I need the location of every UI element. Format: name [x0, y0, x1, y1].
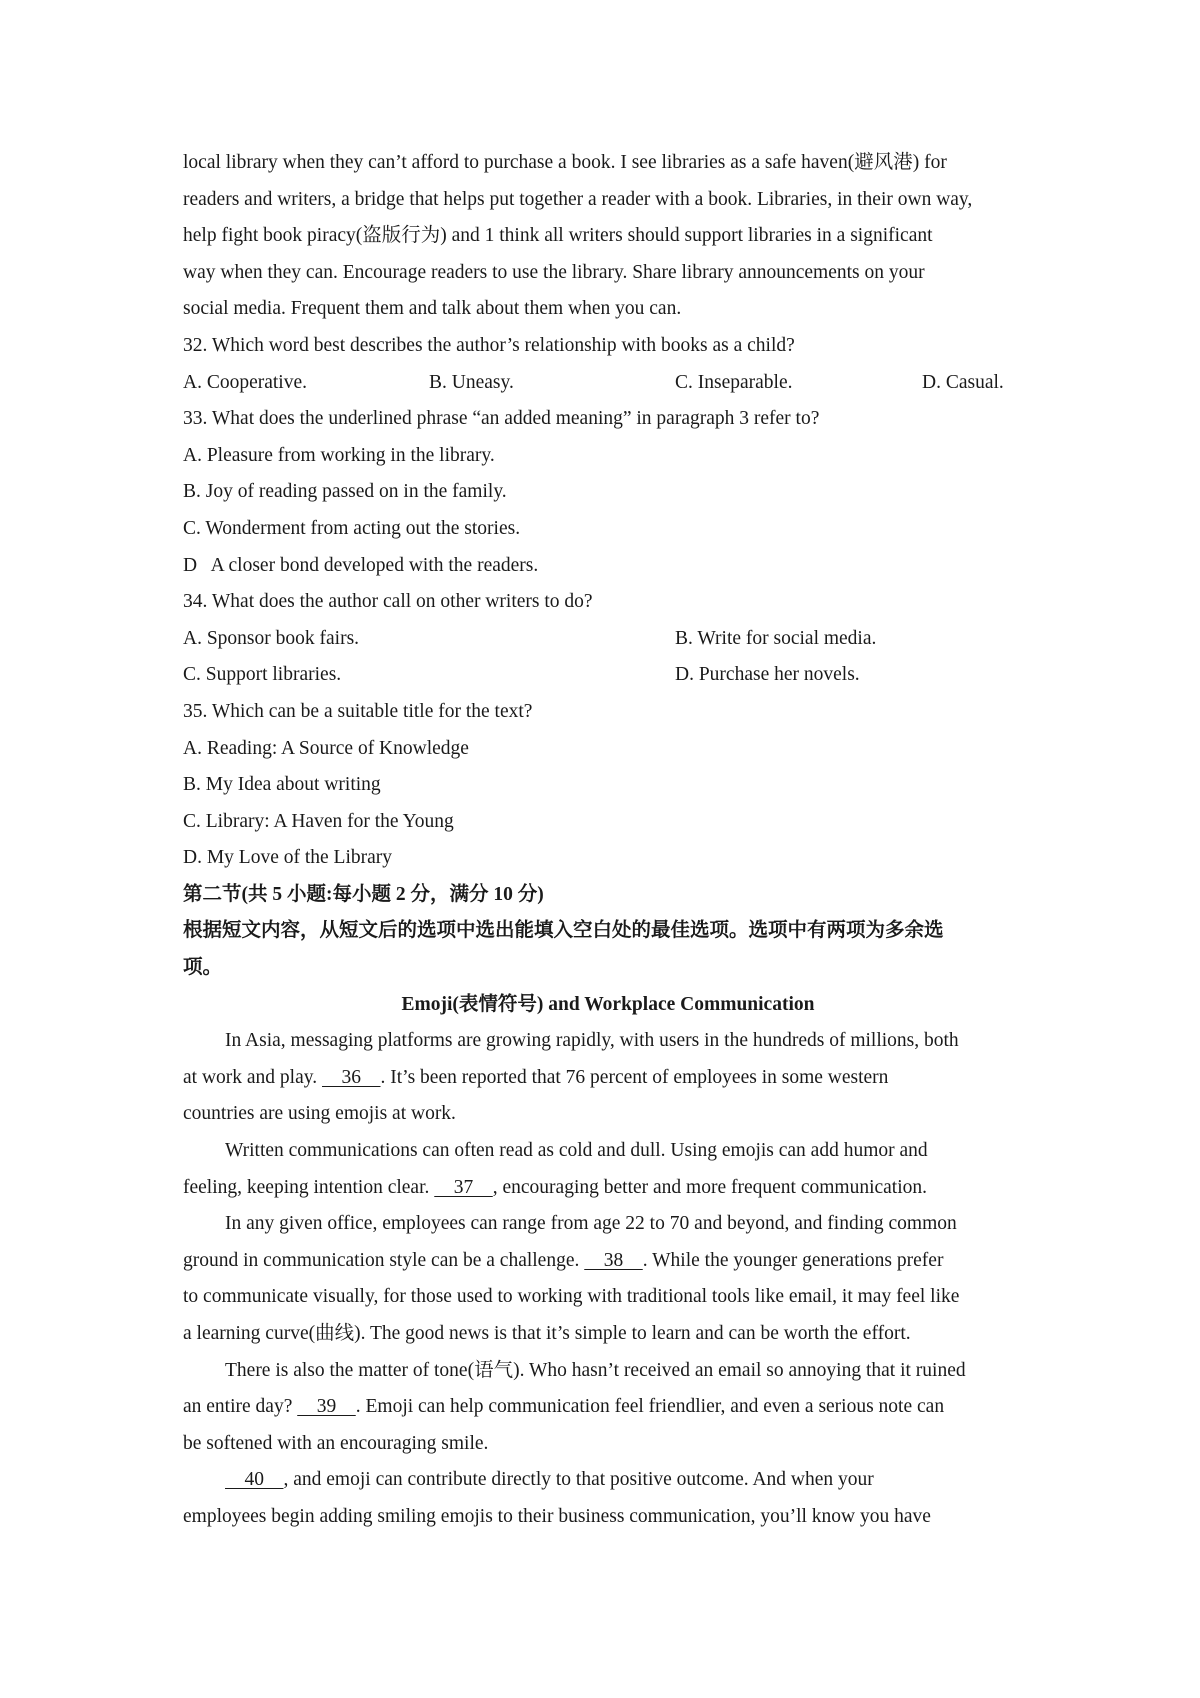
blank-38: 38 — [584, 1249, 643, 1271]
article-line: countries are using emojis at work. — [183, 1103, 456, 1125]
text-run: , encouraging better and more frequent communication. — [492, 1176, 928, 1198]
article-line: employees begin adding smiling emojis to their business communication, you’ll know you have — [183, 1505, 931, 1527]
article-title: Emoji(表情符号) and Workplace Communication — [401, 993, 815, 1015]
option-b: B. My Idea about writing — [183, 774, 381, 796]
article-line: There is also the matter of tone(语气). Who hasn’t received an email so annoying that it ruined — [225, 1359, 966, 1381]
passage-line: help fight book piracy(盗版行为) and 1 think all writers should support libraries in a significant — [183, 225, 933, 247]
text-run: ground in communication style can be a challenge. — [183, 1249, 585, 1271]
option-d: D. Casual. — [922, 371, 1004, 393]
article-line: a learning curve(曲线). The good news is that it’s simple to learn and can be worth the effort. — [183, 1323, 911, 1344]
text-run: . While the younger generations prefer — [642, 1249, 944, 1271]
article-line: In any given office, employees can range from age 22 to 70 and beyond, and finding common — [225, 1213, 957, 1235]
section-instruction: 项。 — [183, 957, 223, 979]
question-stem: 34. What does the author call on other writers to do? — [183, 591, 593, 613]
option-d: D. Purchase her novels. — [675, 664, 860, 686]
option-a: A. Sponsor book fairs. — [183, 627, 360, 649]
article-line: to communicate visually, for those used to working with traditional tools like email, it may feel like — [183, 1286, 960, 1308]
option-d: D A closer bond developed with the readers. — [183, 554, 539, 576]
blank-36: 36 — [322, 1066, 381, 1088]
article-line — [183, 1170, 1033, 1207]
text-run: at work and play. — [183, 1066, 322, 1088]
blank-40: 40 — [225, 1469, 284, 1491]
article-line — [183, 1389, 1033, 1426]
article-body — [183, 1023, 1033, 1535]
option-c: C. Support libraries. — [183, 664, 342, 686]
passage-continuation — [183, 145, 1033, 328]
option-d: D. My Love of the Library — [183, 847, 393, 869]
text-run: . It’s been reported that 76 percent of employees in some western — [380, 1066, 889, 1088]
section-heading: 第二节(共 5 小题:每小题 2 分，满分 10 分) — [183, 883, 544, 905]
option-a: A. Pleasure from working in the library. — [183, 444, 495, 466]
passage-line: social media. Frequent them and talk about them when you can. — [183, 298, 682, 320]
option-c: C. Inseparable. — [675, 371, 793, 393]
document-page — [183, 145, 1033, 1536]
option-row — [183, 621, 1033, 658]
article-line: In Asia, messaging platforms are growing rapidly, with users in the hundreds of millions, both — [225, 1030, 959, 1052]
question-32 — [183, 328, 1033, 401]
option-c: C. Library: A Haven for the Young — [183, 810, 454, 832]
blank-39: 39 — [297, 1396, 356, 1418]
option-row — [183, 365, 1033, 402]
option-a: A. Reading: A Source of Knowledge — [183, 737, 469, 759]
question-stem: 35. Which can be a suitable title for the text? — [183, 700, 533, 722]
question-34 — [183, 584, 1033, 694]
article-line — [183, 1243, 1033, 1280]
article-line: be softened with an encouraging smile. — [183, 1432, 489, 1454]
passage-line: readers and writers, a bridge that helps put together a reader with a book. Libraries, in their own way, — [183, 188, 973, 210]
option-b: B. Uneasy. — [429, 371, 514, 393]
text-run: an entire day? — [183, 1396, 298, 1418]
text-run: . Emoji can help communication feel friendlier, and even a serious note can — [355, 1396, 945, 1418]
article-line — [183, 1060, 1033, 1097]
text-run: , and emoji can contribute directly to that positive outcome. And when your — [283, 1469, 874, 1491]
blank-37: 37 — [434, 1176, 493, 1198]
question-stem: 33. What does the underlined phrase “an added meaning” in paragraph 3 refer to? — [183, 408, 820, 430]
article-line: Written communications can often read as cold and dull. Using emojis can add humor and — [225, 1140, 928, 1162]
option-b: B. Write for social media. — [675, 627, 877, 649]
question-stem: 32. Which word best describes the author’s relationship with books as a child? — [183, 334, 795, 356]
article-line — [183, 1462, 1033, 1499]
passage-line: way when they can. Encourage readers to use the library. Share library announcements on your — [183, 261, 925, 283]
question-33 — [183, 401, 1033, 584]
option-a: A. Cooperative. — [183, 371, 308, 393]
section-instruction: 根据短文内容，从短文后的选项中选出能填入空白处的最佳选项。选项中有两项为多余选 — [183, 920, 944, 942]
passage-line: local library when they can’t afford to purchase a book. I see libraries as a safe haven(避风港) for — [183, 152, 947, 173]
option-row — [183, 657, 1033, 694]
section-2-header — [183, 877, 1033, 1023]
text-run: feeling, keeping intention clear. — [183, 1176, 435, 1198]
option-c: C. Wonderment from acting out the stories. — [183, 517, 521, 539]
option-b: B. Joy of reading passed on in the family. — [183, 481, 507, 503]
question-35 — [183, 694, 1033, 877]
